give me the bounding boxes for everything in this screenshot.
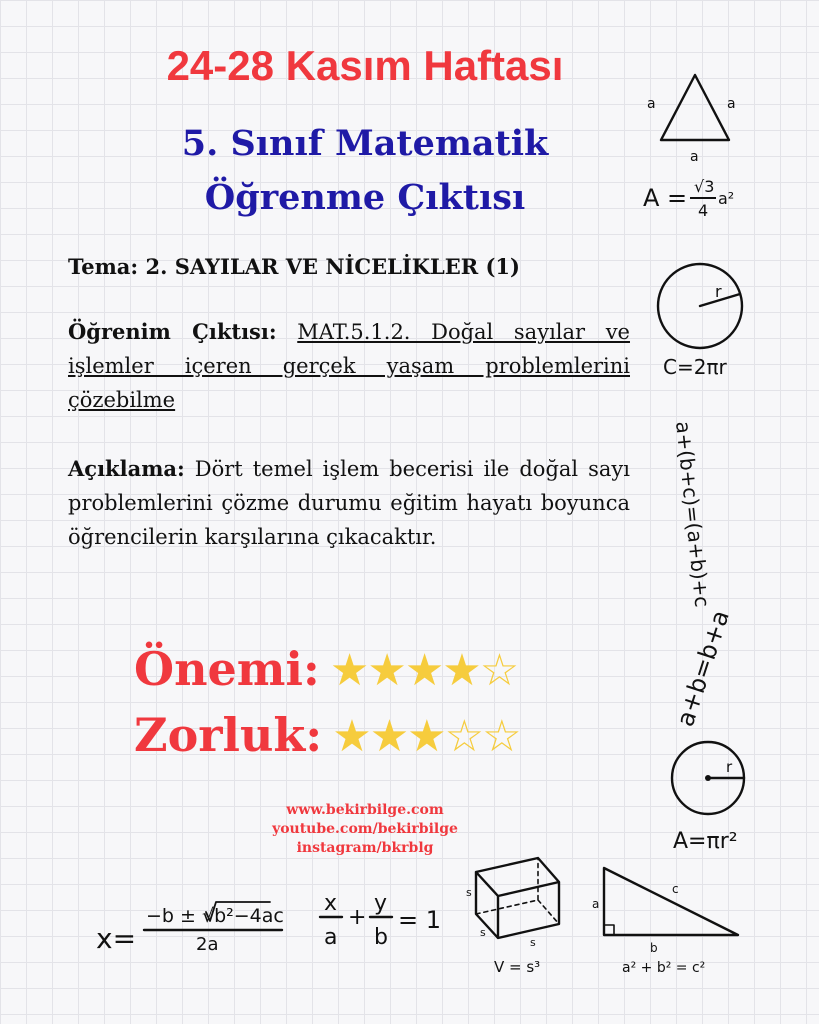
subtitle-line-2: Öğrenme Çıktısı — [204, 177, 526, 218]
triangle-area-root: √3 — [694, 177, 715, 196]
right-triangle-b: b — [650, 941, 658, 955]
right-triangle-a: a — [592, 897, 600, 911]
cube-side-bottom: s — [530, 936, 536, 949]
intercept-rhs: = 1 — [398, 906, 442, 934]
circle-radius-label: r — [715, 282, 722, 301]
outcome-label: Öğrenim Çıktısı: — [68, 319, 277, 344]
youtube-link[interactable]: youtube.com/bekirbilge — [272, 821, 458, 837]
subtitle-line-1: 5. Sınıf Matematik — [181, 123, 549, 164]
quadratic-lhs: x= — [96, 922, 137, 955]
circle-area-formula: A=πr² — [673, 829, 738, 854]
triangle-area-suffix: a² — [718, 189, 735, 208]
quadratic-denominator: 2a — [196, 934, 219, 955]
cube-side-left: s — [466, 886, 472, 899]
cube-side-front: s — [480, 926, 486, 939]
cube-volume-formula: V = s³ — [494, 958, 541, 976]
triangle-area-den: 4 — [698, 201, 709, 220]
triangle-area-prefix: A = — [643, 184, 688, 212]
right-triangle-c: c — [672, 882, 679, 896]
quadratic-numerator: −b ± √b²−4ac — [146, 905, 284, 927]
pythagoras-formula: a² + b² = c² — [622, 960, 706, 976]
circumference-formula: C=2πr — [663, 355, 727, 379]
intercept-b: b — [374, 925, 388, 950]
description-label: Açıklama: — [68, 456, 185, 481]
right-triangle-shape — [604, 868, 738, 935]
triangle-side-left: a — [647, 96, 656, 112]
cube-shape — [476, 858, 559, 938]
distributive-formula: a+(b+c)=(a+b)+c — [671, 420, 715, 609]
importance-label: Önemi: — [134, 642, 320, 696]
circle-area-radius: r — [726, 758, 733, 776]
intercept-plus: + — [348, 905, 367, 930]
theme-label: Tema: — [68, 254, 139, 279]
week-title: 24-28 Kasım Haftası — [166, 42, 564, 89]
description-value: Dört temel işlem becerisi ile doğal sayı problemlerini çözme durumu eğitim hayatı boyunca öğrencilerin karşılarına çıkacaktır. — [68, 457, 630, 549]
commutative-formula: a+b=b+a — [671, 606, 735, 730]
instagram-link[interactable]: instagram/bkrblg — [296, 840, 434, 856]
difficulty-stars: ★★★☆☆ — [332, 711, 520, 762]
theme-value: 2. SAYILAR VE NİCELİKLER (1) — [145, 254, 520, 279]
intercept-x: x — [324, 891, 338, 916]
importance-stars: ★★★★☆ — [329, 645, 518, 696]
triangle-shape — [661, 75, 729, 140]
intercept-a: a — [324, 925, 338, 950]
triangle-side-bottom: a — [690, 149, 699, 165]
triangle-side-right: a — [727, 96, 736, 112]
website-link[interactable]: www.bekirbilge.com — [286, 802, 444, 818]
difficulty-label: Zorluk: — [134, 708, 323, 762]
intercept-y: y — [374, 891, 388, 916]
outcome-value: MAT.5.1.2. Doğal sayılar ve işlemler içeren gerçek yaşam problemlerini çözebilme — [68, 320, 630, 412]
